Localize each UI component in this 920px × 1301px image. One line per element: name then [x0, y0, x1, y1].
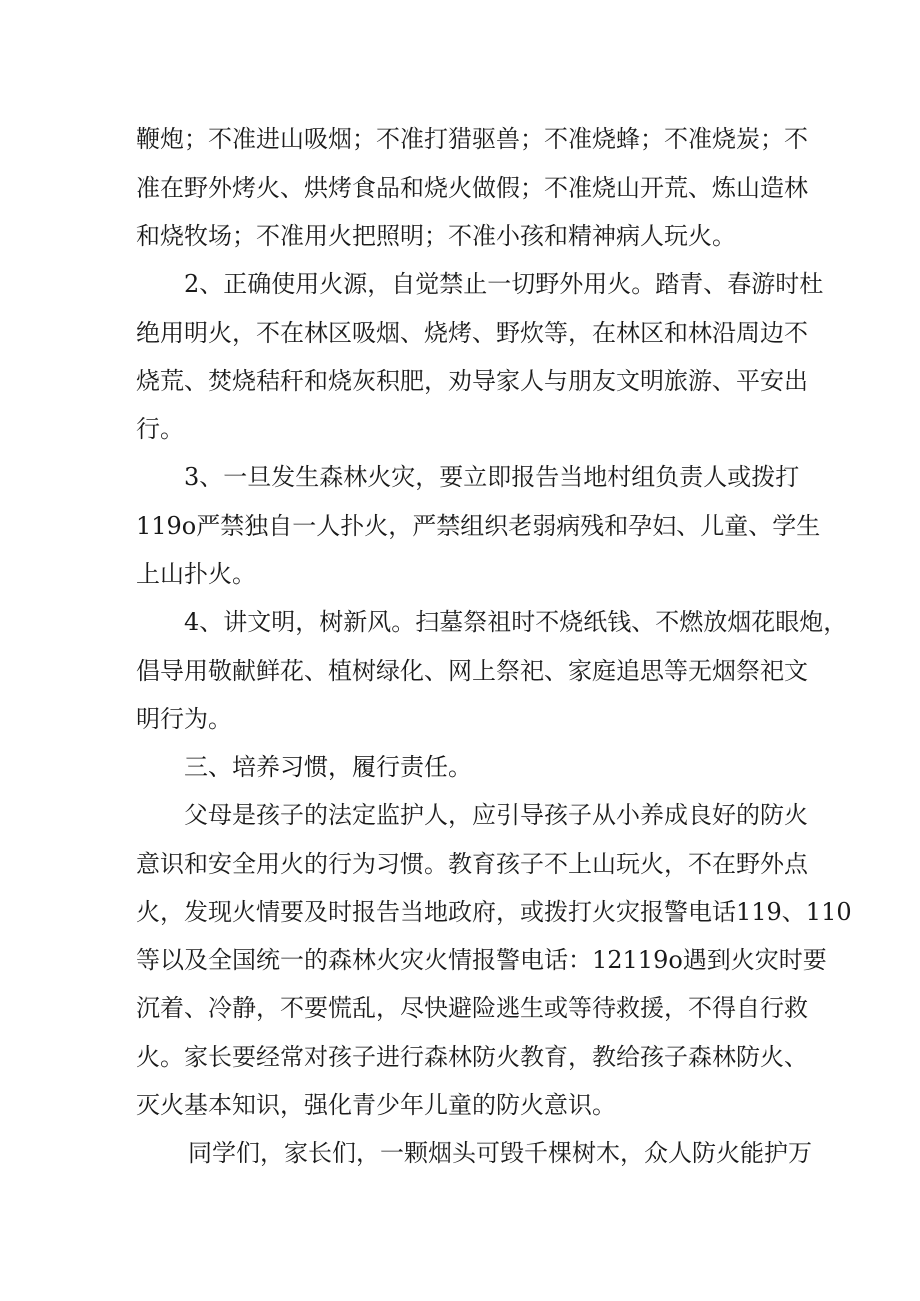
paragraph-line: 火，发现火情要及时报告当地政府，或拨打火灾报警电话119、110 [136, 898, 852, 926]
paragraph-line: 烧荒、焚烧秸秆和烧灰积肥，劝导家人与朋友文明旅游、平安出 [136, 367, 808, 395]
paragraph-line: 倡导用敬献鲜花、植树绿化、网上祭祀、家庭追思等无烟祭祀文 [136, 657, 808, 685]
paragraph-line: 准在野外烤火、烘烤食品和烧火做假；不准烧山开荒、炼山造林 [136, 174, 808, 202]
paragraph-line: 同学们，家长们，一颗烟头可毁千棵树木，众人防火能护万 [188, 1139, 812, 1167]
paragraph-line: 和烧牧场；不准用火把照明；不准小孩和精神病人玩火。 [136, 222, 736, 250]
paragraph-line: 2、正确使用火源，自觉禁止一切野外用火。踏青、春游时杜 [184, 270, 824, 298]
paragraph-line: 父母是孩子的法定监护人，应引导孩子从小养成良好的防火 [184, 801, 808, 829]
section-heading: 三、培养习惯，履行责任。 [184, 753, 472, 781]
paragraph-line: 4、讲文明，树新风。扫墓祭祖时不烧纸钱、不燃放烟花眼炮， [184, 608, 848, 636]
paragraph-line: 119o严禁独自一人扑火，严禁组织老弱病残和孕妇、儿童、学生 [136, 512, 821, 540]
paragraph-line: 灭火基本知识，强化青少年儿童的防火意识。 [136, 1091, 616, 1119]
paragraph-line: 行。 [136, 415, 184, 443]
paragraph-line: 等以及全国统一的森林火灾火情报警电话：12119o遇到火灾时要 [136, 946, 827, 974]
paragraph-line: 鞭炮；不准进山吸烟；不准打猎驱兽；不准烧蜂；不准烧炭；不 [136, 125, 808, 153]
paragraph-line: 明行为。 [136, 705, 232, 733]
paragraph-line: 3、一旦发生森林火灾，要立即报告当地村组负责人或拨打 [184, 463, 800, 491]
paragraph-line: 意识和安全用火的行为习惯。教育孩子不上山玩火，不在野外点 [136, 850, 808, 878]
paragraph-line: 绝用明火，不在林区吸烟、烧烤、野炊等，在林区和林沿周边不 [136, 319, 808, 347]
paragraph-line: 沉着、冷静，不要慌乱，尽快避险逃生或等待救援，不得自行救 [136, 994, 808, 1022]
paragraph-line: 火。家长要经常对孩子进行森林防火教育，教给孩子森林防火、 [136, 1043, 808, 1071]
paragraph-line: 上山扑火。 [136, 560, 256, 588]
